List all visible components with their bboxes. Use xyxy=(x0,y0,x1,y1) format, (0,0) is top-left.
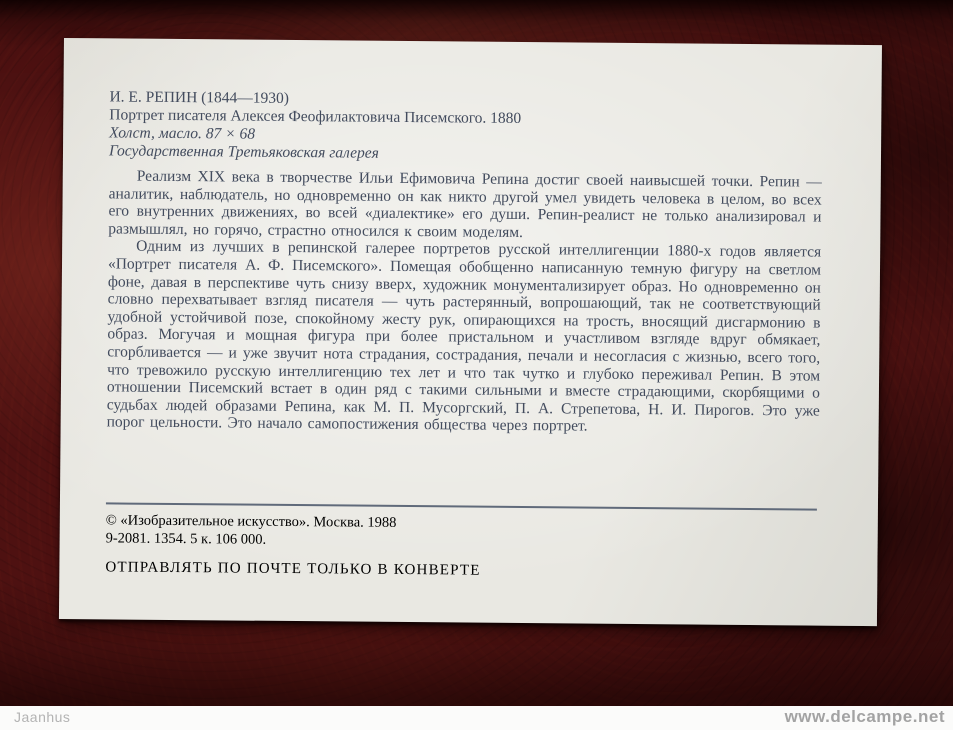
postcard-text-block xyxy=(107,88,823,437)
museum-name: Государственная Третьяковская галерея xyxy=(108,142,379,162)
postcard-back xyxy=(59,38,882,626)
description-paragraph-1: Реализм XIX века в творчестве Ильи Ефимовича Репина достиг своей наивысшей точки. Репин — аналитик, наблюдатель, но одновременно он как никто другой умел увидеть человека в целом, во всех его внутренних движениях, во всей «диалектике» его души. Репин-реалист не только анализировал и размышлял, но горячо, страстно относился к своим моделям. xyxy=(108,167,822,241)
artwork-caption xyxy=(109,88,823,166)
artist-name: И. Е. РЕПИН (1844—1930) xyxy=(109,88,290,107)
seller-watermark: Jaanhus xyxy=(14,709,71,725)
watermark-strip xyxy=(0,706,953,730)
description-paragraph-2: Одним из лучших в репинской галерее портретов русской интеллигенции 1880-х годов является «Портрет писателя А. Ф. Писемского». Помещая обобщенно написанную темную фигуру на светлом фоне, давая в перспективе чуть снизу вверх, художник монументализирует образ. Но одновременно он словно перехватывает взгляд писателя — чуть растерянный, вопрошающий, так не соответствующий удобной устойчивой позе, спокойному жесту рук, опирающихся на трость, вносящий дисгармонию в образ. Могучая и мощная фигура при более пристальном и участливом взгляде вдруг обмякает, сгорбливается — и уже звучит нота страдания, сострадания, печали и несогласия с жизнью, всего того, что тревожило русскую интеллигенцию тех лет и что так чутко и глубоко переживал Репин. В этом отношении Писемский встает в один ряд с такими сильными и вместе страдающими, скорбящими о судьбах людей образами Репина, как М. П. Мусоргский, П. А. Стрепетова, Н. И. Пирогов. Это уже порог цельности. Это начало самопостижения общества через портрет. xyxy=(106,238,822,435)
artwork-medium: Холст, масло. 87 × 68 xyxy=(109,124,256,143)
delcampe-watermark: www.delcampe.net xyxy=(784,707,945,726)
copyright-line: © «Изобразительное искусство». Москва. 1988 xyxy=(105,512,397,531)
print-code-line: 9-2081. 1354. 5 к. 106 000. xyxy=(105,530,267,548)
postal-notice: ОТПРАВЛЯТЬ ПО ПОЧТЕ ТОЛЬКО В КОНВЕРТЕ xyxy=(105,559,481,579)
imprint-divider-rule xyxy=(106,502,817,510)
artwork-title: Портрет писателя Алексея Феофилактовича Писемского. 1880 xyxy=(109,106,522,127)
publisher-imprint xyxy=(105,511,819,582)
description-text xyxy=(107,167,822,437)
